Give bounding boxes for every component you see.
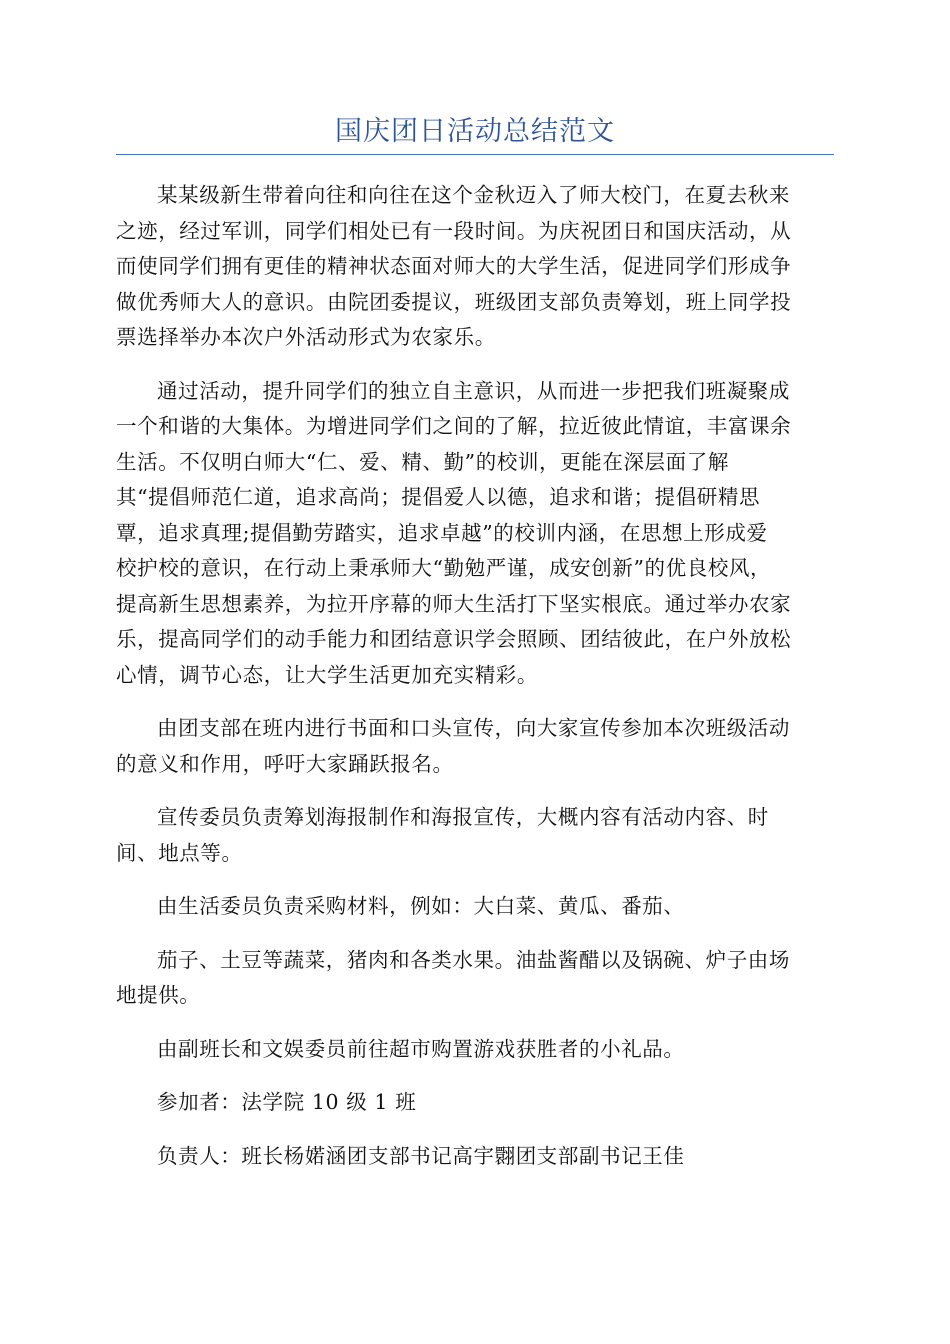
title-underline xyxy=(116,154,834,155)
paragraph-line: 提高新生思想素养，为拉开序幕的师大生活打下坚实根底。通过举办农家 xyxy=(116,591,792,616)
paragraph-line: 间、地点等。 xyxy=(116,840,243,865)
paragraph-line: 由团支部在班内进行书面和口头宣传，向大家宣传参加本次班级活动 xyxy=(157,716,790,740)
paragraph-line: 其“提倡师范仁道，追求高尚；提倡爱人以德，追求和谐；提倡研精思 xyxy=(116,485,761,509)
paragraph-line: 负责人：班长杨婼涵团支部书记高宇翾团支部副书记王佳 xyxy=(157,1143,685,1168)
paragraph-line: 票选择举办本次户外活动形式为农家乐。 xyxy=(116,325,496,349)
paragraph-line: 参加者：法学院 10 级 1 班 xyxy=(157,1090,417,1114)
document-body xyxy=(116,178,834,1192)
paragraph xyxy=(116,889,834,925)
paragraph xyxy=(116,800,834,871)
paragraph xyxy=(116,178,834,356)
paragraph-line: 做优秀师大人的意识。由院团委提议，班级团支部负责筹划，班上同学投 xyxy=(116,289,792,314)
paragraph xyxy=(116,374,834,694)
paragraph-line: 由生活委员负责采购材料，例如：大白菜、黄瓜、番茄、 xyxy=(157,894,685,918)
paragraph-line: 生活。不仅明白师大“仁、爱、精、勤”的校训，更能在深层面了解 xyxy=(116,449,729,474)
paragraph xyxy=(116,711,834,782)
paragraph-line: 而使同学们拥有更佳的精神状态面对师大的大学生活，促进同学们形成争 xyxy=(116,254,792,278)
paragraph-line: 通过活动，提升同学们的独立自主意识，从而进一步把我们班凝聚成 xyxy=(157,378,790,403)
paragraph-line: 覃，追求真理;提倡勤劳踏实，追求卓越”的校训内涵，在思想上形成爱 xyxy=(116,520,768,545)
paragraph-line: 之迹，经过军训，同学们相处已有一段时间。为庆祝团日和国庆活动，从 xyxy=(116,218,792,243)
paragraph-line: 的意义和作用，呼吁大家踊跃报名。 xyxy=(116,751,454,776)
paragraph-line: 乐，提高同学们的动手能力和团结意识学会照顾、团结彼此，在户外放松 xyxy=(116,627,792,651)
paragraph-line: 由副班长和文娱委员前往超市购置游戏获胜者的小礼品。 xyxy=(157,1036,685,1061)
paragraph-line: 地提供。 xyxy=(116,983,201,1007)
paragraph xyxy=(116,1139,834,1175)
paragraph-line: 某某级新生带着向往和向往在这个金秋迈入了师大校门，在夏去秋来 xyxy=(157,183,790,207)
paragraph xyxy=(116,1085,834,1121)
paragraph-line: 心情，调节心态，让大学生活更加充实精彩。 xyxy=(116,662,538,687)
paragraph-line: 一个和谐的大集体。为增进同学们之间的了解，拉近彼此情谊，丰富课余 xyxy=(116,414,792,438)
paragraph-line: 茄子、土豆等蔬菜，猪肉和各类水果。油盐酱醋以及锅碗、炉子由场 xyxy=(157,947,790,972)
paragraph-line: 宣传委员负责筹划海报制作和海报宣传，大概内容有活动内容、时 xyxy=(157,805,769,829)
document-title: 国庆团日活动总结范文 xyxy=(335,116,615,147)
paragraph-line: 校护校的意识，在行动上秉承师大“勤勉严谨，成安创新”的优良校风， xyxy=(116,556,772,580)
paragraph xyxy=(116,1032,834,1068)
paragraph xyxy=(116,943,834,1014)
